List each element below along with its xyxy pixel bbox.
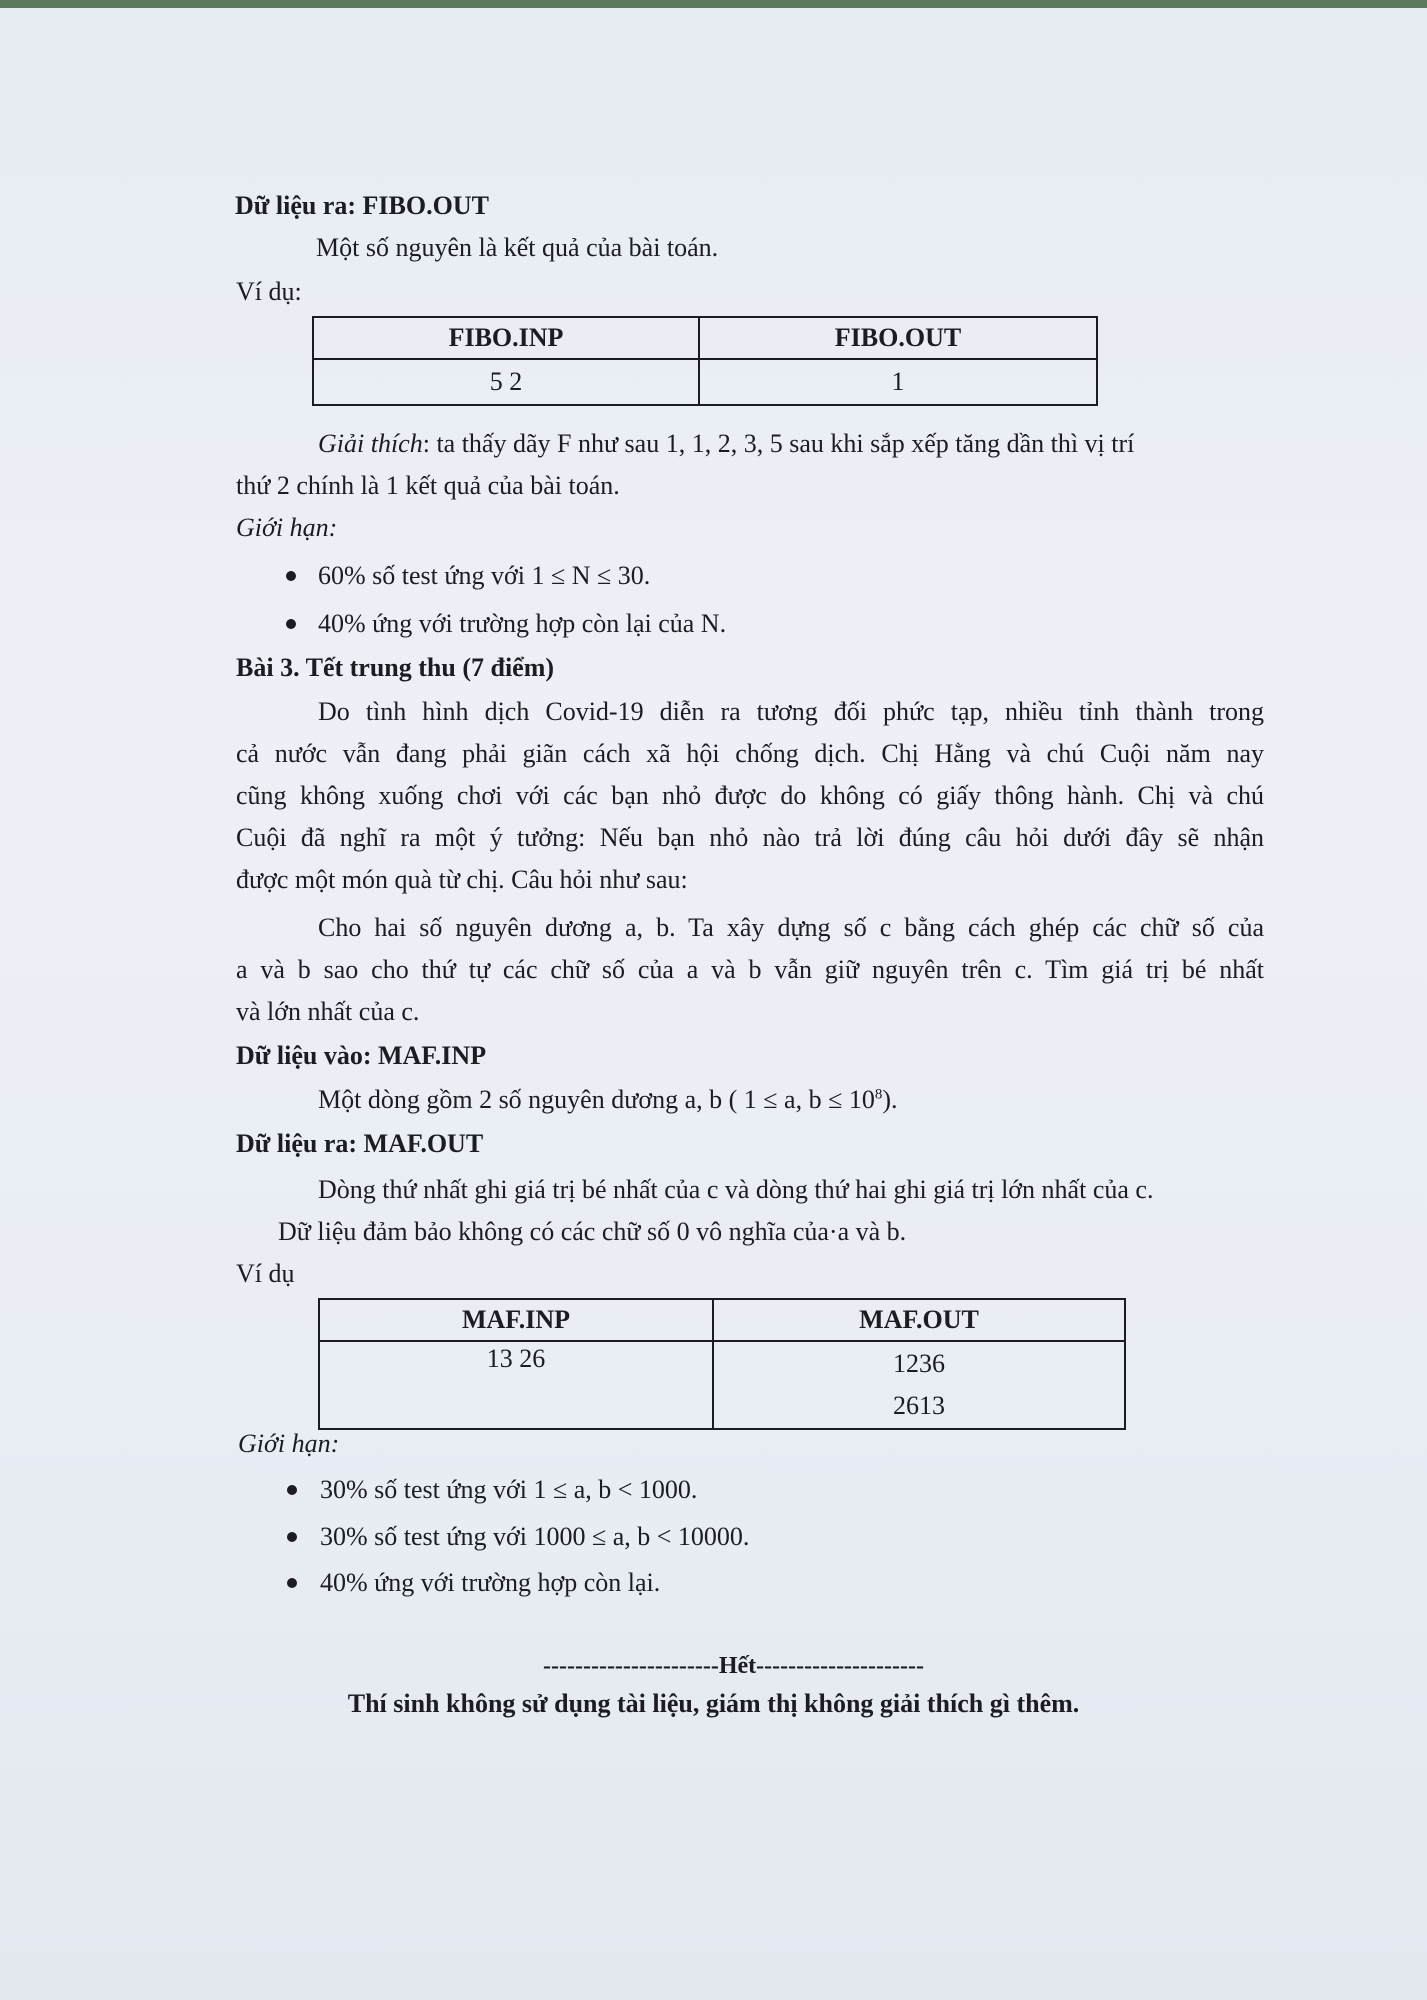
table-header: MAF.OUT bbox=[713, 1299, 1125, 1341]
footer-note: Thí sinh không sử dụng tài liệu, giám thị không giải thích gì thêm. bbox=[347, 1689, 1080, 1718]
fibo-example-table bbox=[312, 316, 1098, 406]
input-description-end: ). bbox=[882, 1085, 898, 1114]
table-header: FIBO.INP bbox=[313, 317, 699, 359]
limits-label-2: Giới hạn: bbox=[238, 1429, 340, 1458]
table-cell: 13 26 bbox=[319, 1341, 713, 1429]
input-description bbox=[318, 1084, 898, 1116]
limit-item: 30% số test ứng với 1000 ≤ a, b < 10000. bbox=[320, 1522, 750, 1551]
end-marker: ----------------------Hết--------------------- bbox=[543, 1653, 924, 1679]
exponent: 8 bbox=[874, 1086, 883, 1103]
paragraph-line: cả nước vẫn đang phải giãn cách xã hội chống dịch. Chị Hằng và chú Cuội năm nay bbox=[236, 739, 1264, 768]
paragraph-line: Cho hai số nguyên dương a, b. Ta xây dựng số c bằng cách ghép các chữ số của bbox=[318, 913, 1264, 942]
limit-item: 60% số test ứng với 1 ≤ N ≤ 30. bbox=[318, 561, 651, 590]
limit-item: 40% ứng với trường hợp còn lại của N. bbox=[318, 609, 727, 638]
example-label: Ví dụ: bbox=[236, 277, 302, 306]
limits-label: Giới hạn: bbox=[236, 513, 338, 542]
table-cell: 1 bbox=[699, 359, 1097, 405]
input-heading: Dữ liệu vào: MAF.INP bbox=[236, 1041, 487, 1070]
example-label-2: Ví dụ bbox=[236, 1259, 295, 1288]
explanation-line-2: thứ 2 chính là 1 kết quả của bài toán. bbox=[236, 471, 620, 500]
output-heading-2: Dữ liệu ra: MAF.OUT bbox=[236, 1129, 484, 1158]
output-value: 2613 bbox=[893, 1391, 945, 1420]
bullet-icon bbox=[287, 1532, 297, 1542]
bullet-icon bbox=[286, 619, 296, 629]
output-note: Dữ liệu đảm bảo không có các chữ số 0 vô nghĩa của·a và b. bbox=[278, 1217, 907, 1246]
paragraph-line: Do tình hình dịch Covid-19 diễn ra tương đối phức tạp, nhiều tỉnh thành trong bbox=[318, 697, 1264, 726]
bullet-icon bbox=[287, 1485, 297, 1495]
limit-item: 30% số test ứng với 1 ≤ a, b < 1000. bbox=[320, 1475, 698, 1504]
paper-sheet bbox=[0, 8, 1427, 2000]
paragraph-line: được một món quà từ chị. Câu hỏi như sau: bbox=[236, 865, 688, 894]
paragraph-line: a và b sao cho thứ tự các chữ số của a và b vẫn giữ nguyên trên c. Tìm giá trị bé nhất bbox=[236, 955, 1264, 984]
maf-example-table bbox=[318, 1298, 1126, 1430]
output-description-2: Dòng thứ nhất ghi giá trị bé nhất của c và dòng thứ hai ghi giá trị lớn nhất của c. bbox=[318, 1175, 1154, 1204]
paragraph-line: và lớn nhất của c. bbox=[236, 997, 420, 1026]
output-value: 1236 bbox=[893, 1349, 945, 1378]
paragraph-line: Cuội đã nghĩ ra một ý tưởng: Nếu bạn nhỏ nào trả lời đúng câu hỏi dưới đây sẽ nhận bbox=[236, 823, 1264, 852]
explanation-text: : ta thấy dãy F như sau 1, 1, 2, 3, 5 sau khi sắp xếp tăng dần thì vị trí bbox=[422, 429, 1135, 458]
output-description: Một số nguyên là kết quả của bài toán. bbox=[316, 233, 719, 262]
explanation-label: Giải thích bbox=[318, 429, 423, 458]
table-cell: 5 2 bbox=[313, 359, 699, 405]
table-header: FIBO.OUT bbox=[699, 317, 1097, 359]
table-cell bbox=[713, 1341, 1125, 1429]
problem-title: Bài 3. Tết trung thu (7 điểm) bbox=[236, 653, 555, 682]
explanation-line-1 bbox=[318, 428, 1134, 460]
paragraph-line: cũng không xuống chơi với các bạn nhỏ được do không có giấy thông hành. Chị và chú bbox=[236, 781, 1264, 810]
bullet-icon bbox=[287, 1578, 297, 1588]
table-header: MAF.INP bbox=[319, 1299, 713, 1341]
background-strip bbox=[0, 0, 1427, 8]
bullet-icon bbox=[286, 571, 296, 581]
input-description-text: Một dòng gồm 2 số nguyên dương a, b ( 1 ≤ a, b ≤ 10 bbox=[318, 1085, 875, 1114]
limit-item: 40% ứng với trường hợp còn lại. bbox=[320, 1568, 661, 1597]
output-heading: Dữ liệu ra: FIBO.OUT bbox=[235, 191, 489, 220]
